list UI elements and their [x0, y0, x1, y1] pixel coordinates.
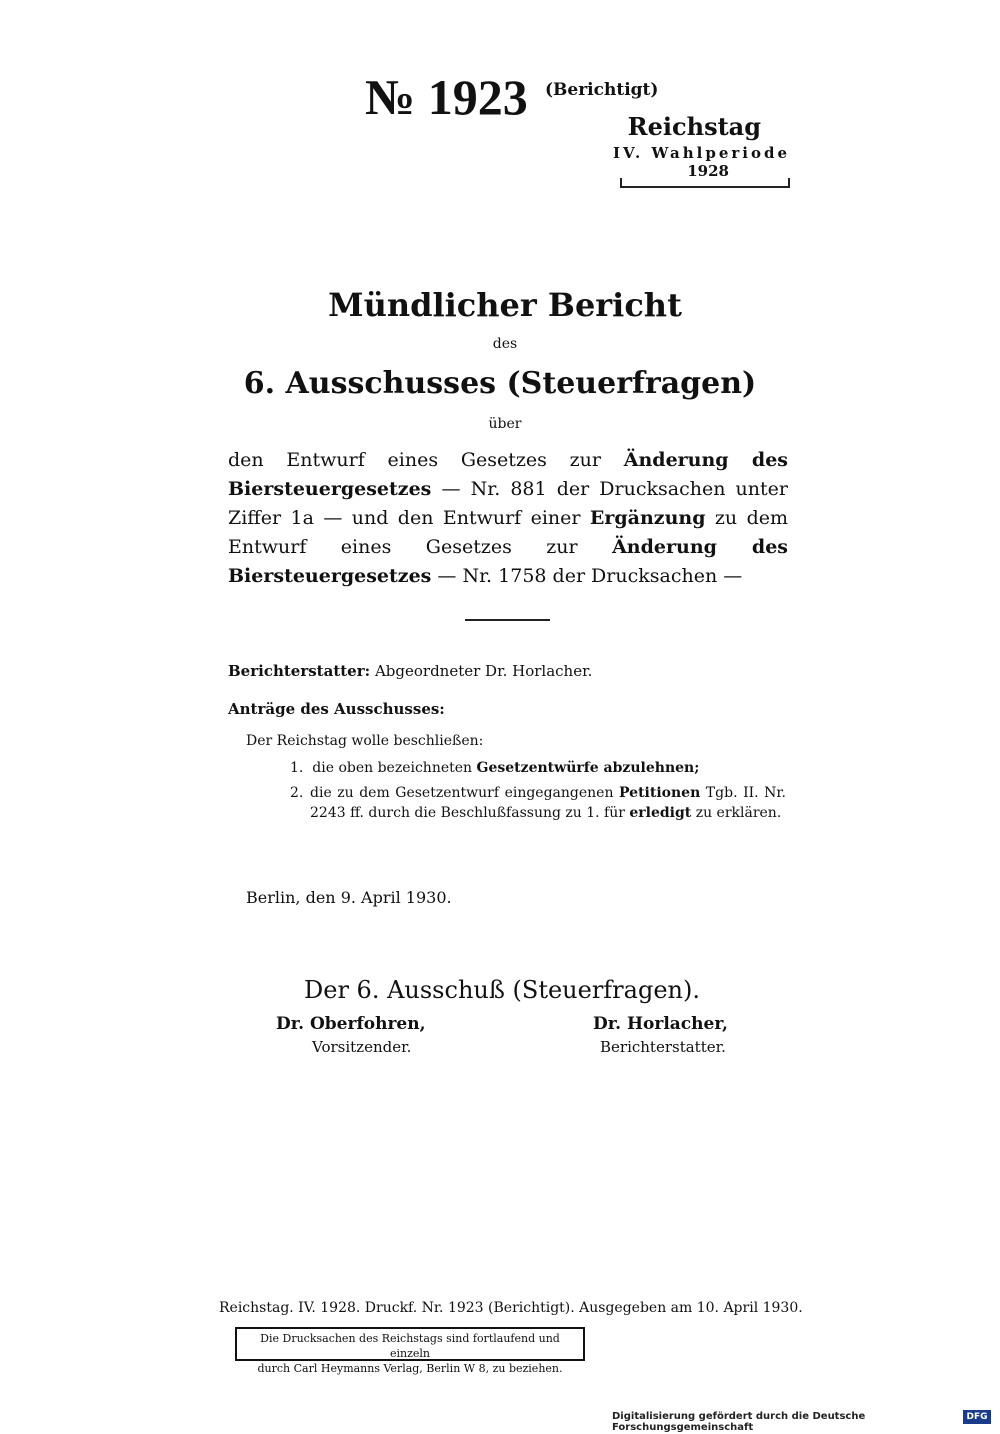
title-ueber: über [488, 416, 522, 432]
dfg-logo: DFG [963, 1410, 991, 1424]
motions-intro: Der Reichstag wolle beschließen: [246, 733, 484, 749]
institution-name: Reichstag [627, 112, 761, 141]
document-number: № 1923 [365, 69, 528, 125]
title-des: des [492, 336, 518, 352]
committee-title: 6. Ausschusses (Steuerfragen) [243, 366, 757, 401]
reporter-signature-name: Dr. Horlacher, [593, 1014, 728, 1034]
reporter-line [228, 662, 592, 680]
section-divider [465, 619, 550, 621]
period-year: 1928 [687, 162, 729, 180]
document-status: (Berichtigt) [545, 80, 659, 100]
footer-notice-box: Die Drucksachen des Reichstags sind fortlaufend und einzeln durch Carl Heymanns Verlag, Berlin W 8, zu beziehen. [235, 1327, 585, 1361]
motion-item-2: 2. die zu dem Gesetzentwurf eingegangenen Petitionen Tgb. II. Nr. 2243 ff. durch die Beschlußfassung zu 1. für erledigt zu erklären. [290, 785, 786, 821]
reporter-label: Berichterstatter: [228, 662, 371, 680]
header-rule-left-tick [620, 178, 622, 188]
reporter-signature-role: Berichterstatter. [600, 1038, 726, 1056]
committee-signature: Der 6. Ausschuß (Steuerfragen). [304, 976, 700, 1004]
date-line: Berlin, den 9. April 1930. [246, 888, 452, 907]
header-rule [622, 186, 790, 188]
reporter-value: Abgeordneter Dr. Horlacher. [374, 662, 593, 680]
motion-item-1: 1. die oben bezeichneten Gesetzentwürfe abzulehnen; [290, 760, 700, 776]
chair-role: Vorsitzender. [312, 1038, 412, 1056]
report-title: Mündlicher Bericht [328, 286, 682, 324]
legislative-period: IV. Wahlperiode [612, 144, 790, 162]
footer-publication-line: Reichstag. IV. 1928. Druckf. Nr. 1923 (Berichtigt). Ausgegeben am 10. April 1930. [219, 1300, 803, 1316]
chair-name: Dr. Oberfohren, [276, 1014, 426, 1034]
subject-paragraph: den Entwurf eines Gesetzes zur Änderung des Biersteuergesetzes — Nr. 881 der Drucksachen unter Ziffer 1a — und den Entwurf einer Ergänzung zu dem Entwurf eines Gesetzes zur Änderung des Biersteuergesetzes — Nr. 1758 der Drucksachen — [228, 449, 789, 587]
header-rule-right-tick [788, 178, 790, 188]
digitization-credit: Digitalisierung gefördert durch die Deutsche Forschungsgemeinschaft [612, 1411, 866, 1433]
motions-heading: Anträge des Ausschusses: [228, 700, 445, 718]
